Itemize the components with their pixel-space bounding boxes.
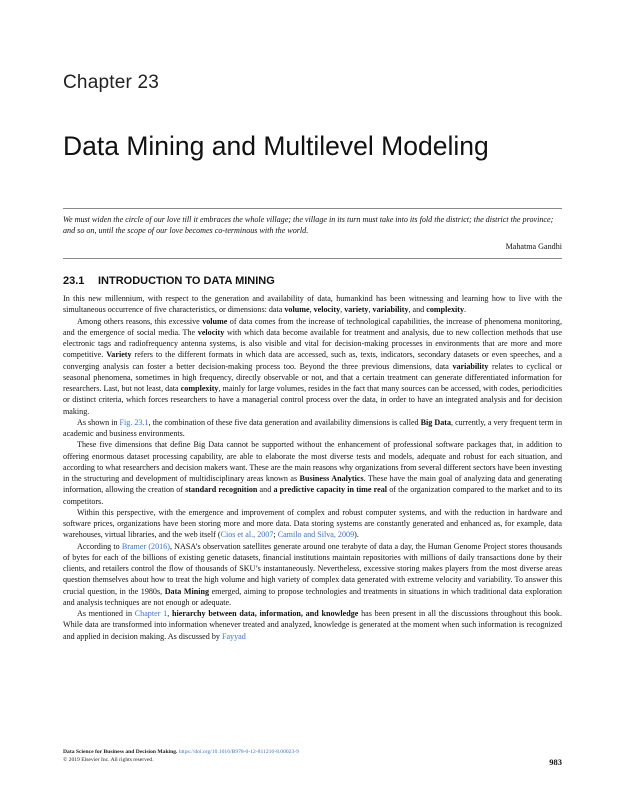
paragraph-3 [63, 417, 562, 440]
text-run: , and [408, 305, 427, 315]
epigraph-author: Mahatma Gandhi [505, 242, 562, 251]
text-run: , NASA’s observation satellites generate around one terabyte of data a day, the Human Genome Project stores thousands of bytes for each of the billions of existing genetic datasets, financial institutions maintain repositories with millions of daily transactions done by their clients, and retailers control the flow of thousands of SKU’s instantaneously. Nevertheless, excessive storing makes players from the most diverse areas question themselves about how to treat the high volume and high variety of complex data generated with extreme velocity and variability. To answer this crucial question, in the 1980s, [63, 541, 562, 596]
paragraph-7 [63, 608, 562, 642]
epigraph-text: We must widen the circle of our love till it embraces the whole village; the village in its turn must take into its fold the district; the district the province; and so on, until the scope of our love becomes co-terminous with the world. [63, 215, 554, 236]
text-run: of data comes from the increase of technological capabilities, the increase of phenomena monitoring, and the emergence of social media. The [63, 316, 562, 337]
text-run: , [309, 305, 314, 315]
chapter-link[interactable]: Chapter 1 [134, 609, 168, 618]
citation-link-camilo[interactable]: Camilo and Silva, 2009 [277, 530, 355, 540]
text-run: . [464, 305, 467, 315]
text-run: . These have the main goal of analyzing data and generating information, allowing the creation of [63, 474, 562, 495]
term-variety: Variety [106, 350, 132, 360]
term-standard-recognition: standard recognition [185, 485, 258, 495]
text-run: ). [354, 530, 359, 540]
citation-link-fayyad[interactable]: Fayyad [221, 631, 246, 641]
text-run: , mainly for large volumes, resides in the fact that many sources can be accessed, with codes, periodicities or distinct criteria, which forces researchers to have a managerial control process over the data, in order to have an integrated analysis and for decision making. [63, 384, 562, 416]
text-run: Within this perspective, with the emergence and improvement of complex and robust computer systems, and with the reduction in hardware and software prices, organizations have been storing more and more data. Data storing systems are constantly generated and enhanced as, for example, data warehouses, virtual libraries, and the web itself ( [63, 507, 562, 540]
term-velocity: velocity [197, 327, 225, 337]
footer-book-title: Data Science for Business and Decision Making. [63, 749, 178, 755]
text-run: and [257, 485, 274, 495]
figure-link[interactable]: Fig. 23.1 [119, 417, 149, 427]
text-run: Among others reasons, this excessive [77, 316, 203, 326]
term-complexity: complexity [426, 305, 465, 315]
section-heading [63, 275, 275, 287]
term-variability: variability [372, 305, 409, 315]
footer-doi-link[interactable]: https://doi.org/10.1016/B978-0-12-811216-8.00023-9 [178, 749, 299, 755]
text-run: of the organization compared to the market and to its competitors. [63, 485, 562, 506]
text-run: refers to the different formats in which data are accessed, such as, texts, indicators, secondary datasets or even speeches, and a converging analysis can foster a better decision-making process too. Beyond the three previous dimensions, data [63, 350, 562, 371]
text-run: , [368, 305, 373, 315]
text-run: As shown in [77, 417, 120, 427]
term-volume: volume [284, 305, 310, 315]
term-velocity: velocity [313, 305, 341, 315]
term-predictive-capacity: a predictive capacity in time real [273, 485, 388, 495]
chapter-title: Data Mining and Multilevel Modeling [63, 131, 489, 161]
text-run: , currently, a very frequent term in academic and business environments. [63, 417, 563, 438]
paragraph-4 [63, 439, 562, 507]
chapter-label: Chapter 23 [63, 72, 160, 93]
term-data-mining: Data Mining [164, 586, 210, 596]
text-run: , the combination of these five data generation and availability dimensions is called [148, 417, 421, 427]
text-run: These five dimensions that define Big Data cannot be supported without the enhancement of professional software packages that, in addition to offering enormous dataset processing capability, are able to elaborate the most diverse tests and models, adequate and robust for each situation, and according to what researchers and decision makers want. These are the main reasons why organizations from several different sectors have been investing in the structuring and development of multidisciplinary areas known as [63, 440, 562, 483]
paragraph-5 [63, 507, 562, 541]
section-title: INTRODUCTION TO DATA MINING [98, 275, 275, 287]
term-complexity: complexity [180, 384, 219, 393]
body-text [63, 293, 562, 642]
term-variety: variety [344, 305, 369, 315]
text-run: As mentioned in [77, 609, 135, 618]
text-run: According to [77, 541, 122, 551]
text-run: , [167, 609, 172, 618]
footer-copyright: © 2019 Elsevier Inc. All rights reserved. [63, 757, 154, 763]
term-big-data: Big Data [420, 417, 452, 427]
term-hierarchy: hierarchy between data, information, and knowledge [172, 609, 359, 618]
text-run: with which data become available for treatment and analysis, due to new collection methods that use electronic tags and radiofrequency antenna systems, is also visible and vital for decision-making processes in environments that are more and more competitive. [63, 327, 562, 360]
paragraph-6 [63, 541, 562, 609]
epigraph-rule-bottom [63, 258, 562, 259]
text-run: In this new millennium, with respect to the generation and availability of data, humankind has been witnessing and learning how to live with the simultaneous occurrence of five characteristics, or dimensions: data [63, 294, 562, 315]
epigraph-rule-top [63, 208, 562, 209]
term-business-analytics: Business Analytics [299, 474, 364, 483]
footer-info [63, 748, 299, 764]
citation-link-cios[interactable]: Cios et al., 2007 [220, 530, 274, 540]
page-number: 983 [549, 757, 562, 767]
term-volume: volume [202, 316, 228, 326]
text-run: emerged, aiming to propose technologies and treatments in situations in which traditional data exploration and analysis techniques are not enough or adequate. [63, 586, 562, 607]
term-variability: variability [452, 361, 489, 371]
text-run: , [340, 305, 345, 315]
text-run: has been present in all the discussions throughout this book. While data are transformed into information whenever treated and analyzed, knowledge is generated at the moment when such information is recognized and applied in decision making. As discussed by [63, 609, 563, 641]
text-run: relates to cyclical or seasonal phenomena, sometimes in high frequency, directly observable or not, and that a certain treatment can generate differentiated information for researchers. Last, but not least, data [63, 361, 562, 393]
section-number: 23.1 [63, 275, 85, 287]
paragraph-1 [63, 293, 562, 316]
text-run: ; [273, 530, 278, 540]
paragraph-2 [63, 316, 562, 417]
citation-link-bramer[interactable]: Bramer (2016) [121, 541, 170, 551]
